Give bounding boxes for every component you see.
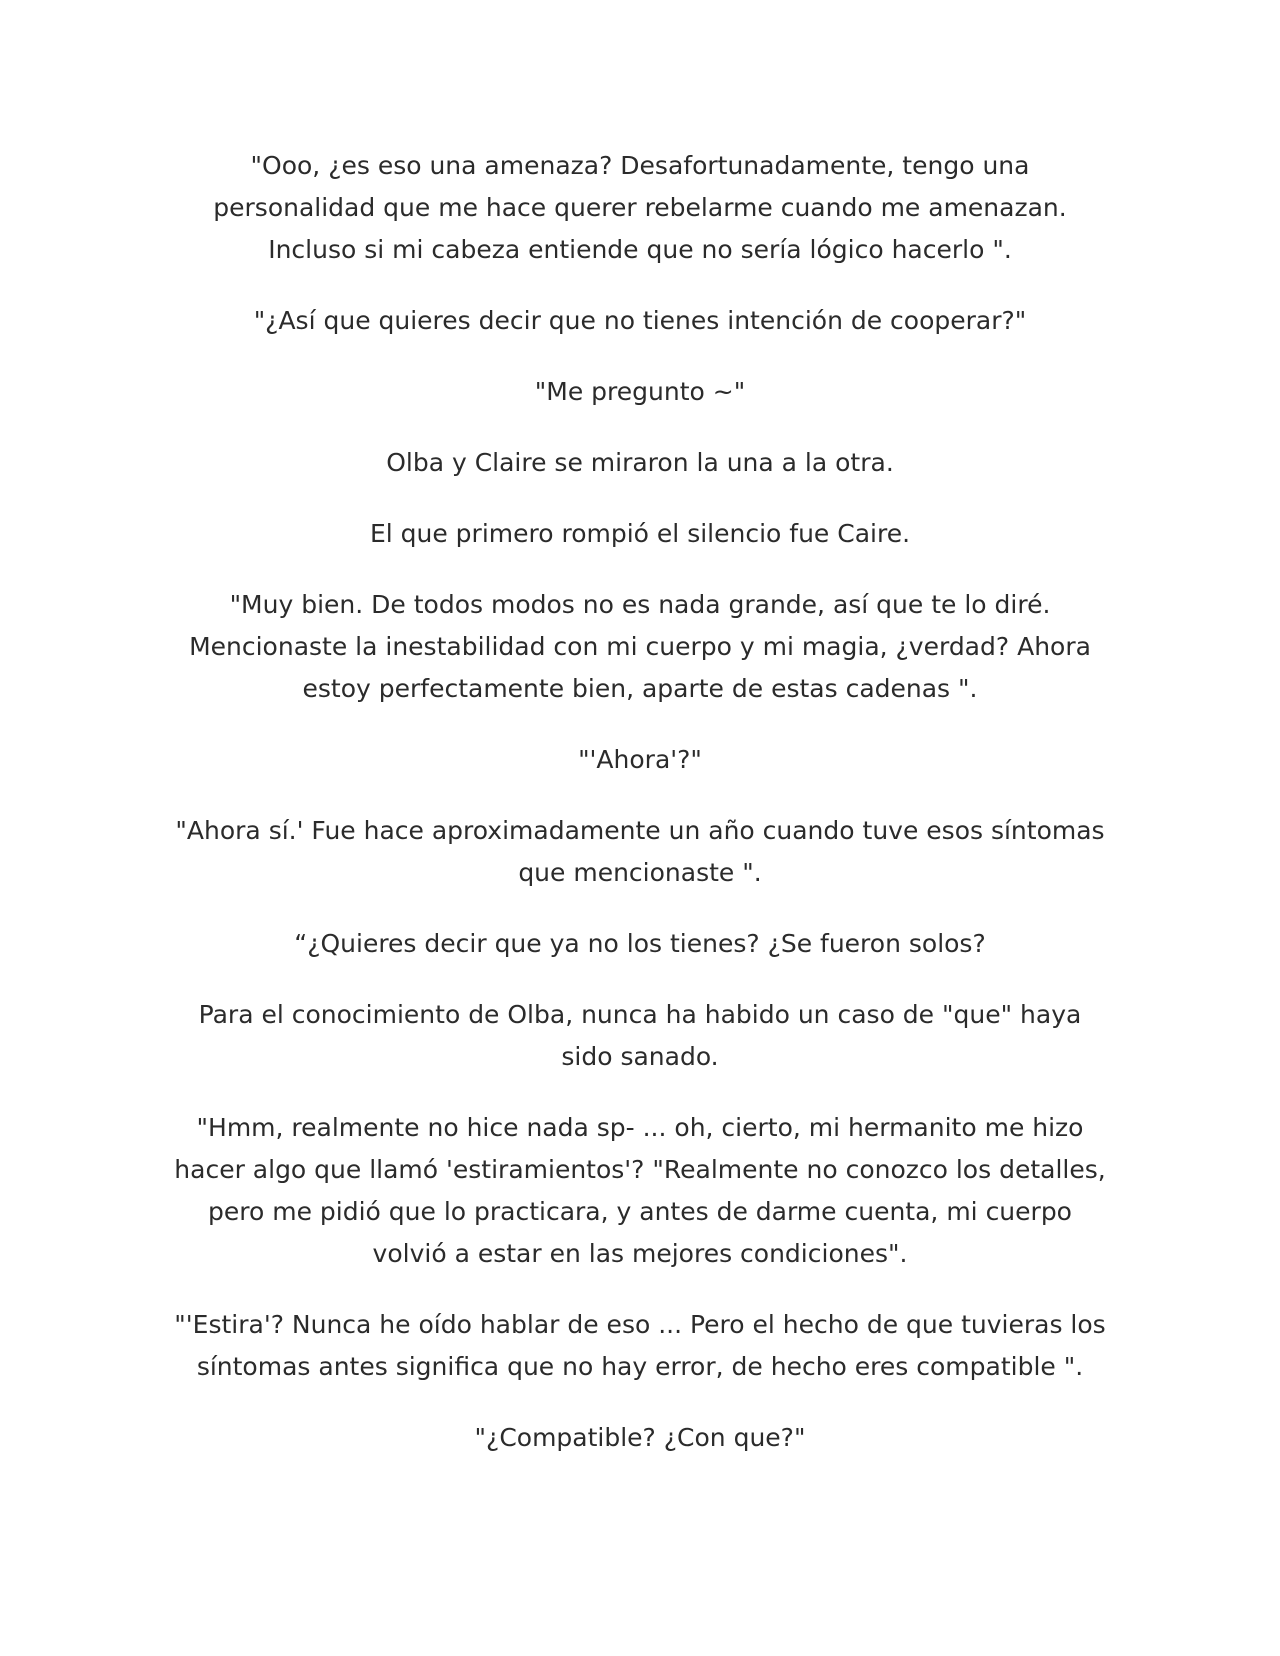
paragraph-2: "¿Así que quieres decir que no tienes intención de cooperar?" <box>253 306 1027 335</box>
paragraph-6: "Muy bien. De todos modos no es nada grande, así que te lo diré. Mencionaste la inestabilidad con mi cuerpo y mi magia, ¿verdad? Ahora estoy perfectamente bien, aparte de estas cadenas ". <box>189 590 1091 703</box>
paragraph-12: "'Estira'? Nunca he oído hablar de eso ... Pero el hecho de que tuvieras los síntomas antes significa que no hay error, de hecho eres compatible ". <box>174 1310 1106 1381</box>
paragraph-5: El que primero rompió el silencio fue Caire. <box>369 519 911 548</box>
paragraph-13: "¿Compatible? ¿Con que?" <box>474 1423 806 1452</box>
paragraph-11: "Hmm, realmente no hice nada sp- ... oh, cierto, mi hermanito me hizo hacer algo que llamó 'estiramientos'? "Realmente no conozco los detalles, pero me pidió que lo practicara, y antes de darme cuenta, mi cuerpo volvió a estar en las mejores condiciones". <box>174 1113 1106 1268</box>
paragraph-7: "'Ahora'?" <box>578 745 702 774</box>
document-body <box>170 145 1110 1488</box>
paragraph-9: “¿Quieres decir que ya no los tienes? ¿Se fueron solos? <box>294 929 986 958</box>
paragraph-4: Olba y Claire se miraron la una a la otra. <box>386 448 894 477</box>
paragraph-1: "Ooo, ¿es eso una amenaza? Desafortunadamente, tengo una personalidad que me hace querer rebelarme cuando me amenazan. Incluso si mi cabeza entiende que no sería lógico hacerlo ". <box>213 151 1067 264</box>
paragraph-10: Para el conocimiento de Olba, nunca ha habido un caso de "que" haya sido sanado. <box>198 1000 1082 1071</box>
paragraph-3: "Me pregunto ~" <box>534 377 746 406</box>
paragraph-8: "Ahora sí.' Fue hace aproximadamente un año cuando tuve esos síntomas que mencionaste ". <box>175 816 1105 887</box>
